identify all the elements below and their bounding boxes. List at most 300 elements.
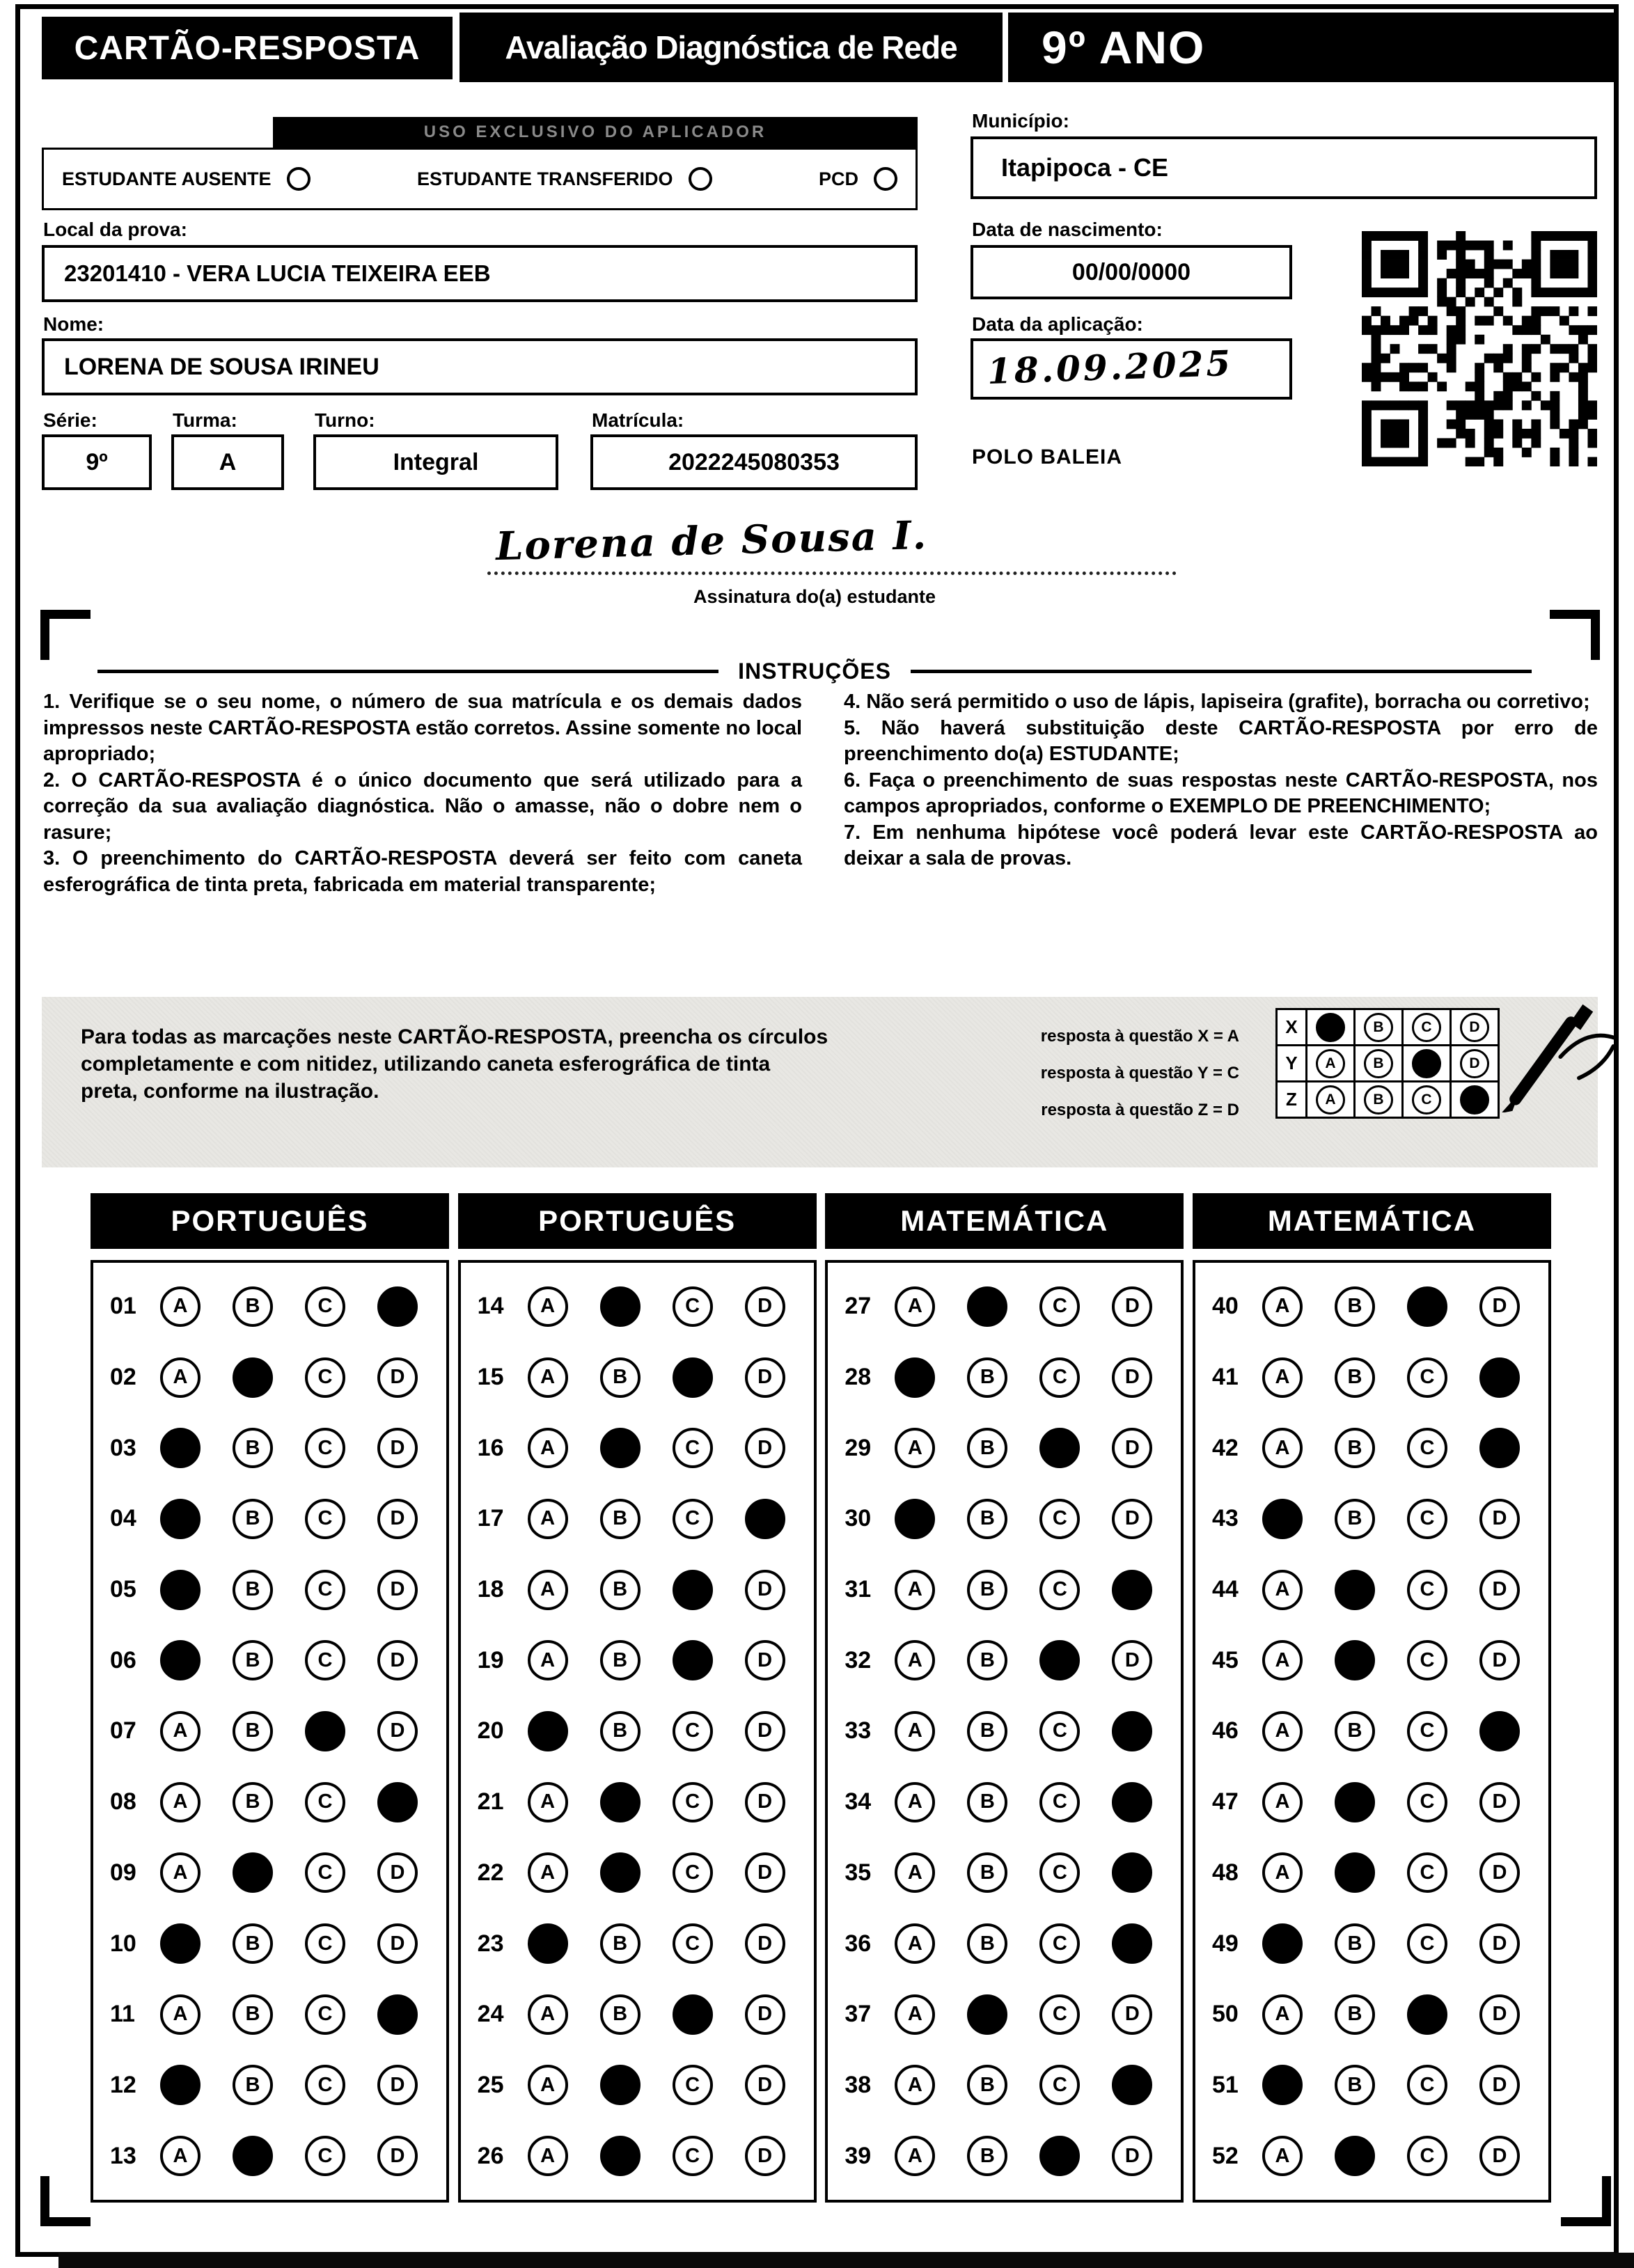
answer-bubble-26-C[interactable]: C	[673, 2136, 713, 2176]
answer-bubble-23-D[interactable]: D	[745, 1923, 785, 1964]
answer-bubble-27-D[interactable]: D	[1112, 1286, 1152, 1327]
answer-bubble-21-D[interactable]: D	[745, 1782, 785, 1822]
answer-bubble-49-A[interactable]	[1262, 1923, 1303, 1964]
question-number: 08	[110, 1788, 136, 1816]
answer-bubble-07-B[interactable]: B	[233, 1711, 273, 1751]
example-bubble-Z-D[interactable]	[1460, 1085, 1489, 1115]
answer-bubble-03-A[interactable]	[160, 1428, 201, 1468]
answer-bubble-12-D[interactable]: D	[377, 2065, 418, 2105]
answer-bubble-25-D[interactable]: D	[745, 2065, 785, 2105]
answer-bubble-03-C[interactable]: C	[305, 1428, 345, 1468]
answer-bubble-21-A[interactable]: A	[528, 1782, 568, 1822]
answer-bubble-34-D[interactable]	[1112, 1782, 1152, 1822]
answer-bubble-36-B[interactable]: B	[967, 1923, 1007, 1964]
answer-bubble-36-D[interactable]	[1112, 1923, 1152, 1964]
answer-bubble-17-D[interactable]	[745, 1499, 785, 1539]
answer-bubble-13-D[interactable]: D	[377, 2136, 418, 2176]
answer-bubble-47-A[interactable]: A	[1262, 1782, 1303, 1822]
answer-bubble-01-A[interactable]: A	[160, 1286, 201, 1327]
answer-bubble-32-B[interactable]: B	[967, 1640, 1007, 1680]
answer-bubble-20-A[interactable]	[528, 1711, 568, 1751]
answer-bubble-48-B[interactable]	[1335, 1852, 1375, 1893]
answer-bubble-32-C[interactable]	[1039, 1640, 1080, 1680]
question-number: 28	[845, 1364, 872, 1391]
answer-bubble-36-C[interactable]: C	[1039, 1923, 1080, 1964]
answer-bubble-06-D[interactable]: D	[377, 1640, 418, 1680]
answer-bubble-50-B[interactable]: B	[1335, 1994, 1375, 2035]
serie-label: Série:	[43, 409, 97, 431]
answer-bubble-07-C[interactable]	[305, 1711, 345, 1751]
bubble-group	[895, 1428, 1152, 1468]
answer-bubble-45-D[interactable]: D	[1479, 1640, 1520, 1680]
answer-bubble-39-A[interactable]: A	[895, 2136, 935, 2176]
answer-bubble-44-B[interactable]	[1335, 1570, 1375, 1610]
answer-bubble-40-B[interactable]: B	[1335, 1286, 1375, 1327]
answer-bubble-35-D[interactable]	[1112, 1852, 1152, 1893]
answer-bubble-13-B[interactable]	[233, 2136, 273, 2176]
answer-bubble-14-A[interactable]: A	[528, 1286, 568, 1327]
question-row	[1212, 1357, 1548, 1398]
question-row	[1212, 1570, 1548, 1610]
answer-bubble-40-D[interactable]: D	[1479, 1286, 1520, 1327]
answer-bubble-50-C[interactable]	[1407, 1994, 1447, 2035]
question-row	[1212, 2065, 1548, 2105]
answer-bubble-44-C[interactable]: C	[1407, 1570, 1447, 1610]
answer-bubble-47-D[interactable]: D	[1479, 1782, 1520, 1822]
answer-bubble-09-B[interactable]	[233, 1852, 273, 1893]
answer-bubble-37-A[interactable]: A	[895, 1994, 935, 2035]
answer-bubble-30-D[interactable]: D	[1112, 1499, 1152, 1539]
bubble-group	[160, 1640, 418, 1680]
answer-bubble-52-C[interactable]: C	[1407, 2136, 1447, 2176]
answer-column	[458, 1193, 817, 2203]
answer-bubble-43-A[interactable]	[1262, 1499, 1303, 1539]
example-bubble-Z-B[interactable]: B	[1364, 1085, 1393, 1115]
bubble-group	[1262, 1357, 1520, 1398]
answer-bubble-03-D[interactable]: D	[377, 1428, 418, 1468]
answer-bubble-43-B[interactable]: B	[1335, 1499, 1375, 1539]
answer-bubble-47-B[interactable]	[1335, 1782, 1375, 1822]
answer-bubble-49-D[interactable]: D	[1479, 1923, 1520, 1964]
answer-bubble-04-D[interactable]: D	[377, 1499, 418, 1539]
answer-bubble-46-B[interactable]: B	[1335, 1711, 1375, 1751]
answer-bubble-33-D[interactable]	[1112, 1711, 1152, 1751]
fill-example-grid	[1275, 1008, 1500, 1119]
question-row	[845, 2065, 1181, 2105]
answer-bubble-05-C[interactable]: C	[305, 1570, 345, 1610]
answer-bubble-44-D[interactable]: D	[1479, 1570, 1520, 1610]
question-number: 01	[110, 1293, 136, 1320]
answer-bubble-52-B[interactable]	[1335, 2136, 1375, 2176]
answer-bubble-33-B[interactable]: B	[967, 1711, 1007, 1751]
answer-bubble-11-C[interactable]: C	[305, 1994, 345, 2035]
question-number: 14	[477, 1293, 504, 1320]
answer-bubble-24-B[interactable]: B	[600, 1994, 641, 2035]
answer-bubble-26-B[interactable]	[600, 2136, 641, 2176]
question-number: 04	[110, 1505, 136, 1532]
answer-bubble-29-B[interactable]: B	[967, 1428, 1007, 1468]
answer-bubble-12-A[interactable]	[160, 2065, 201, 2105]
question-row	[1212, 1428, 1548, 1468]
question-row	[478, 1852, 814, 1893]
answer-bubble-14-D[interactable]: D	[745, 1286, 785, 1327]
answer-bubble-04-A[interactable]	[160, 1499, 201, 1539]
answer-bubble-11-B[interactable]: B	[233, 1994, 273, 2035]
question-number: 40	[1211, 1293, 1239, 1320]
question-number: 20	[477, 1717, 504, 1745]
answer-bubble-21-C[interactable]: C	[673, 1782, 713, 1822]
answer-bubble-05-B[interactable]: B	[233, 1570, 273, 1610]
answer-bubble-42-A[interactable]: A	[1262, 1428, 1303, 1468]
answer-bubble-26-A[interactable]: A	[528, 2136, 568, 2176]
answer-bubble-25-A[interactable]: A	[528, 2065, 568, 2105]
bubble-group	[895, 1570, 1152, 1610]
answer-bubble-06-B[interactable]: B	[233, 1640, 273, 1680]
question-number: 44	[1211, 1576, 1239, 1603]
answer-bubble-14-B[interactable]	[600, 1286, 641, 1327]
question-number: 03	[110, 1434, 136, 1461]
checkbox-circle[interactable]	[287, 167, 311, 191]
answer-bubble-15-C[interactable]	[673, 1357, 713, 1398]
answer-bubble-29-C[interactable]	[1039, 1428, 1080, 1468]
answer-bubble-05-A[interactable]	[160, 1570, 201, 1610]
answer-bubble-18-D[interactable]: D	[745, 1570, 785, 1610]
instructions-column-right	[844, 689, 1598, 872]
answer-bubble-14-C[interactable]: C	[673, 1286, 713, 1327]
answer-bubble-52-D[interactable]: D	[1479, 2136, 1520, 2176]
answer-bubble-16-D[interactable]: D	[745, 1428, 785, 1468]
answer-bubble-34-A[interactable]: A	[895, 1782, 935, 1822]
answer-bubble-41-C[interactable]: C	[1407, 1357, 1447, 1398]
bubble-group	[1262, 1923, 1520, 1964]
answer-bubble-20-B[interactable]: B	[600, 1711, 641, 1751]
question-row	[845, 2136, 1181, 2176]
answer-bubble-23-B[interactable]: B	[600, 1923, 641, 1964]
question-number: 12	[110, 2071, 136, 2098]
answer-bubble-15-B[interactable]: B	[600, 1357, 641, 1398]
answer-bubble-15-D[interactable]: D	[745, 1357, 785, 1398]
question-row	[1212, 1640, 1548, 1680]
answer-bubble-05-D[interactable]: D	[377, 1570, 418, 1610]
answer-bubble-48-C[interactable]: C	[1407, 1852, 1447, 1893]
bubble-group	[528, 1499, 785, 1539]
answer-bubble-08-C[interactable]: C	[305, 1782, 345, 1822]
municipio-label: Município:	[972, 110, 1069, 132]
answer-bubble-35-B[interactable]: B	[967, 1852, 1007, 1893]
answer-bubble-04-B[interactable]: B	[233, 1499, 273, 1539]
answer-bubble-07-D[interactable]: D	[377, 1711, 418, 1751]
answer-bubble-11-A[interactable]: A	[160, 1994, 201, 2035]
answer-bubble-46-A[interactable]: A	[1262, 1711, 1303, 1751]
answer-bubble-51-A[interactable]	[1262, 2065, 1303, 2105]
example-grid-row	[1275, 1044, 1500, 1082]
answer-bubble-28-A[interactable]	[895, 1357, 935, 1398]
answer-bubble-09-A[interactable]: A	[160, 1852, 201, 1893]
answer-bubble-13-C[interactable]: C	[305, 2136, 345, 2176]
answer-bubble-19-A[interactable]: A	[528, 1640, 568, 1680]
question-number: 29	[845, 1434, 872, 1461]
answer-bubble-35-C[interactable]: C	[1039, 1852, 1080, 1893]
answer-bubble-18-C[interactable]	[673, 1570, 713, 1610]
answer-bubble-28-D[interactable]: D	[1112, 1357, 1152, 1398]
bubble-group	[528, 2136, 785, 2176]
answer-bubble-50-D[interactable]: D	[1479, 1994, 1520, 2035]
question-number: 11	[110, 2001, 135, 2028]
answer-column-body	[825, 1260, 1184, 2203]
answer-bubble-08-D[interactable]	[377, 1782, 418, 1822]
checkbox-circle[interactable]	[874, 167, 897, 191]
answer-bubble-17-C[interactable]: C	[673, 1499, 713, 1539]
applicator-checkbox-group	[417, 167, 712, 191]
answer-bubble-51-D[interactable]: D	[1479, 2065, 1520, 2105]
question-row	[1212, 1782, 1548, 1822]
answer-bubble-02-B[interactable]	[233, 1357, 273, 1398]
answer-bubble-23-C[interactable]: C	[673, 1923, 713, 1964]
answer-bubble-06-A[interactable]	[160, 1640, 201, 1680]
answer-bubble-30-C[interactable]: C	[1039, 1499, 1080, 1539]
answer-bubble-28-B[interactable]: B	[967, 1357, 1007, 1398]
cropmark-top-right	[1550, 610, 1600, 660]
answer-bubble-30-B[interactable]: B	[967, 1499, 1007, 1539]
answer-bubble-48-D[interactable]: D	[1479, 1852, 1520, 1893]
answer-bubble-22-C[interactable]: C	[673, 1852, 713, 1893]
bubble-group	[160, 1852, 418, 1893]
turno-value: Integral	[393, 448, 479, 475]
bubble-group	[160, 1782, 418, 1822]
answer-column	[825, 1193, 1184, 2203]
answer-bubble-38-C[interactable]: C	[1039, 2065, 1080, 2105]
answer-bubble-40-C[interactable]	[1407, 1286, 1447, 1327]
answer-bubble-42-C[interactable]: C	[1407, 1428, 1447, 1468]
answer-bubble-50-A[interactable]: A	[1262, 1994, 1303, 2035]
answer-bubble-25-C[interactable]: C	[673, 2065, 713, 2105]
question-row	[110, 1499, 446, 1539]
answer-bubble-46-D[interactable]	[1479, 1711, 1520, 1751]
answer-bubble-33-A[interactable]: A	[895, 1711, 935, 1751]
answer-bubble-16-C[interactable]: C	[673, 1428, 713, 1468]
example-bubble-X-A[interactable]	[1316, 1013, 1345, 1042]
answer-bubble-42-D[interactable]	[1479, 1428, 1520, 1468]
answer-bubble-22-B[interactable]	[600, 1852, 641, 1893]
answer-bubble-16-A[interactable]: A	[528, 1428, 568, 1468]
answer-bubble-03-B[interactable]: B	[233, 1428, 273, 1468]
cropmark-bottom-right	[1561, 2176, 1611, 2226]
answer-bubble-19-B[interactable]: B	[600, 1640, 641, 1680]
example-option-cell	[1305, 1044, 1356, 1082]
answer-bubble-26-D[interactable]: D	[745, 2136, 785, 2176]
answer-bubble-01-D[interactable]	[377, 1286, 418, 1327]
answer-bubble-10-C[interactable]: C	[305, 1923, 345, 1964]
answer-bubble-01-B[interactable]: B	[233, 1286, 273, 1327]
answer-bubble-10-B[interactable]: B	[233, 1923, 273, 1964]
answer-bubble-39-C[interactable]	[1039, 2136, 1080, 2176]
answer-bubble-38-A[interactable]: A	[895, 2065, 935, 2105]
question-row	[110, 1711, 446, 1751]
answer-bubble-52-A[interactable]: A	[1262, 2136, 1303, 2176]
checkbox-circle[interactable]	[689, 167, 712, 191]
answer-bubble-25-B[interactable]	[600, 2065, 641, 2105]
bubble-group	[895, 1286, 1152, 1327]
answer-bubble-31-D[interactable]	[1112, 1570, 1152, 1610]
answer-bubble-37-D[interactable]: D	[1112, 1994, 1152, 2035]
answer-bubble-20-D[interactable]: D	[745, 1711, 785, 1751]
answer-bubble-08-A[interactable]: A	[160, 1782, 201, 1822]
aplicacao-label: Data da aplicação:	[972, 313, 1143, 335]
example-legend-line: resposta à questão X = A	[1040, 1027, 1239, 1046]
local-value: 23201410 - VERA LUCIA TEIXEIRA EEB	[64, 260, 491, 286]
answer-bubble-28-C[interactable]: C	[1039, 1357, 1080, 1398]
answer-bubble-24-A[interactable]: A	[528, 1994, 568, 2035]
answer-bubble-40-A[interactable]: A	[1262, 1286, 1303, 1327]
example-bubble-X-B[interactable]: B	[1364, 1013, 1393, 1042]
answer-bubble-16-B[interactable]	[600, 1428, 641, 1468]
answer-bubble-47-C[interactable]: C	[1407, 1782, 1447, 1822]
question-number: 36	[845, 1930, 872, 1957]
answer-bubble-11-D[interactable]	[377, 1994, 418, 2035]
bubble-group	[160, 1923, 418, 1964]
answer-bubble-31-A[interactable]: A	[895, 1570, 935, 1610]
answer-bubble-48-A[interactable]: A	[1262, 1852, 1303, 1893]
question-row	[478, 1994, 814, 2035]
answer-bubble-37-C[interactable]: C	[1039, 1994, 1080, 2035]
answer-bubble-18-B[interactable]: B	[600, 1570, 641, 1610]
answer-bubble-24-D[interactable]: D	[745, 1994, 785, 2035]
answer-bubble-33-C[interactable]: C	[1039, 1711, 1080, 1751]
answer-bubble-36-A[interactable]: A	[895, 1923, 935, 1964]
answer-bubble-04-C[interactable]: C	[305, 1499, 345, 1539]
example-bubble-Z-A[interactable]: A	[1316, 1085, 1345, 1115]
answer-bubble-43-D[interactable]: D	[1479, 1499, 1520, 1539]
answer-bubble-27-B[interactable]	[967, 1286, 1007, 1327]
answer-bubble-39-B[interactable]: B	[967, 2136, 1007, 2176]
question-row	[1212, 1499, 1548, 1539]
answer-bubble-35-A[interactable]: A	[895, 1852, 935, 1893]
answer-bubble-27-C[interactable]: C	[1039, 1286, 1080, 1327]
answer-bubble-37-B[interactable]	[967, 1994, 1007, 2035]
answer-bubble-45-B[interactable]	[1335, 1640, 1375, 1680]
answer-bubble-34-B[interactable]: B	[967, 1782, 1007, 1822]
answer-bubble-49-B[interactable]: B	[1335, 1923, 1375, 1964]
checkbox-label: ESTUDANTE AUSENTE	[62, 168, 272, 189]
example-bubble-Y-D[interactable]: D	[1460, 1049, 1489, 1078]
answer-bubble-49-C[interactable]: C	[1407, 1923, 1447, 1964]
answer-bubble-32-A[interactable]: A	[895, 1640, 935, 1680]
answer-bubble-51-B[interactable]: B	[1335, 2065, 1375, 2105]
answer-bubble-23-A[interactable]	[528, 1923, 568, 1964]
nascimento-label: Data de nascimento:	[972, 219, 1163, 240]
answer-bubble-38-B[interactable]: B	[967, 2065, 1007, 2105]
answer-column-title: PORTUGUÊS	[458, 1193, 817, 1249]
instructions-column-left	[43, 689, 802, 898]
answer-bubble-38-D[interactable]	[1112, 2065, 1152, 2105]
answer-bubble-07-A[interactable]: A	[160, 1711, 201, 1751]
answer-bubble-09-C[interactable]: C	[305, 1852, 345, 1893]
answer-bubble-24-C[interactable]	[673, 1994, 713, 2035]
answer-bubble-19-C[interactable]	[673, 1640, 713, 1680]
answer-bubble-29-D[interactable]: D	[1112, 1428, 1152, 1468]
answer-bubble-13-A[interactable]: A	[160, 2136, 201, 2176]
turma-field	[171, 434, 284, 490]
answer-column-body	[1193, 1260, 1551, 2203]
bubble-group	[528, 1852, 785, 1893]
answer-bubble-34-C[interactable]: C	[1039, 1782, 1080, 1822]
answer-bubble-02-D[interactable]: D	[377, 1357, 418, 1398]
turno-label: Turno:	[315, 409, 375, 431]
answer-bubble-12-C[interactable]: C	[305, 2065, 345, 2105]
answer-bubble-45-C[interactable]: C	[1407, 1640, 1447, 1680]
bottom-scan-strip	[58, 2253, 1634, 2268]
answer-bubble-46-C[interactable]: C	[1407, 1711, 1447, 1751]
answer-bubble-41-D[interactable]	[1479, 1357, 1520, 1398]
question-number: 22	[477, 1859, 504, 1886]
answer-bubble-12-B[interactable]: B	[233, 2065, 273, 2105]
answer-bubble-17-B[interactable]: B	[600, 1499, 641, 1539]
example-bubble-X-D[interactable]: D	[1460, 1013, 1489, 1042]
question-row	[478, 1711, 814, 1751]
answer-bubble-02-C[interactable]: C	[305, 1357, 345, 1398]
answer-bubble-19-D[interactable]: D	[745, 1640, 785, 1680]
checkbox-label: ESTUDANTE TRANSFERIDO	[417, 168, 673, 189]
answer-bubble-02-A[interactable]: A	[160, 1357, 201, 1398]
answer-bubble-43-C[interactable]: C	[1407, 1499, 1447, 1539]
answer-bubble-06-C[interactable]: C	[305, 1640, 345, 1680]
municipio-field	[971, 136, 1597, 199]
answer-bubble-31-B[interactable]: B	[967, 1570, 1007, 1610]
answer-bubble-51-C[interactable]: C	[1407, 2065, 1447, 2105]
applicator-bar	[273, 117, 918, 148]
answer-bubble-10-A[interactable]	[160, 1923, 201, 1964]
answer-bubble-22-D[interactable]: D	[745, 1852, 785, 1893]
answer-bubble-32-D[interactable]: D	[1112, 1640, 1152, 1680]
answer-bubble-41-B[interactable]: B	[1335, 1357, 1375, 1398]
answer-bubble-41-A[interactable]: A	[1262, 1357, 1303, 1398]
question-number: 42	[1211, 1434, 1239, 1461]
answer-bubble-18-A[interactable]: A	[528, 1570, 568, 1610]
answer-bubble-39-D[interactable]: D	[1112, 2136, 1152, 2176]
answer-bubble-21-B[interactable]	[600, 1782, 641, 1822]
answer-bubble-31-C[interactable]: C	[1039, 1570, 1080, 1610]
polo-label: POLO BALEIA	[972, 446, 1123, 468]
answer-bubble-44-A[interactable]: A	[1262, 1570, 1303, 1610]
answer-bubble-30-A[interactable]	[895, 1499, 935, 1539]
instruction-item: 7. Em nenhuma hipótese você poderá levar este CARTÃO-RESPOSTA ao deixar a sala de provas.	[844, 821, 1598, 869]
question-row	[478, 1428, 814, 1468]
answer-bubble-42-B[interactable]: B	[1335, 1428, 1375, 1468]
answer-bubble-08-B[interactable]: B	[233, 1782, 273, 1822]
answer-bubble-45-A[interactable]: A	[1262, 1640, 1303, 1680]
bubble-group	[528, 1428, 785, 1468]
example-bubble-Z-C[interactable]: C	[1412, 1085, 1441, 1115]
question-row	[110, 1782, 446, 1822]
example-bubble-X-C[interactable]: C	[1412, 1013, 1441, 1042]
question-row	[110, 2136, 446, 2176]
example-bubble-Y-B[interactable]: B	[1364, 1049, 1393, 1078]
answer-bubble-17-A[interactable]: A	[528, 1499, 568, 1539]
answer-bubble-10-D[interactable]: D	[377, 1923, 418, 1964]
bubble-group	[895, 1499, 1152, 1539]
answer-bubble-09-D[interactable]: D	[377, 1852, 418, 1893]
question-row	[1212, 1852, 1548, 1893]
matricula-value: 2022245080353	[668, 448, 840, 475]
example-bubble-Y-C[interactable]	[1412, 1049, 1441, 1078]
answer-bubble-27-A[interactable]: A	[895, 1286, 935, 1327]
answer-bubble-22-A[interactable]: A	[528, 1852, 568, 1893]
answer-bubble-20-C[interactable]: C	[673, 1711, 713, 1751]
example-bubble-Y-A[interactable]: A	[1316, 1049, 1345, 1078]
answer-bubble-15-A[interactable]: A	[528, 1357, 568, 1398]
answer-bubble-29-A[interactable]: A	[895, 1428, 935, 1468]
answer-bubble-01-C[interactable]: C	[305, 1286, 345, 1327]
